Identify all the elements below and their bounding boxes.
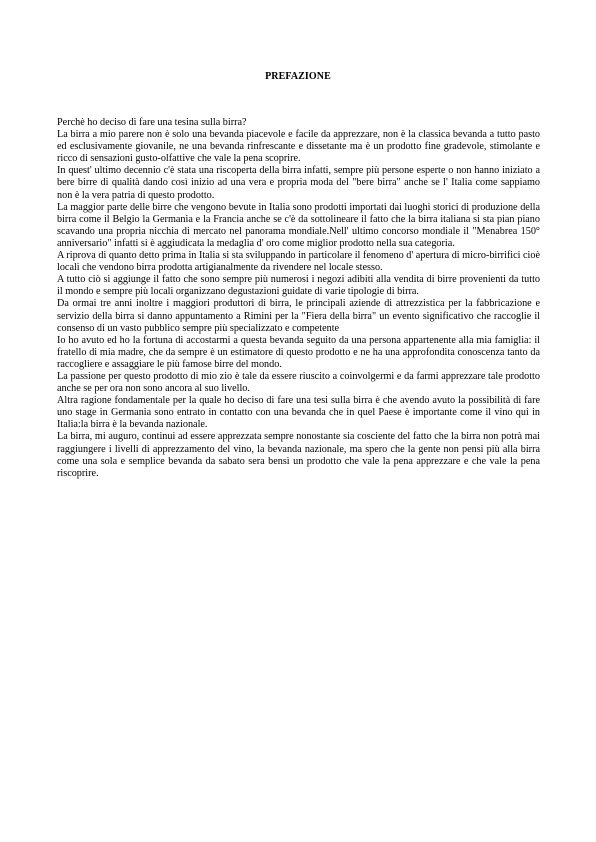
paragraph: La maggior parte delle birre che vengono bevute in Italia sono prodotti importati dai luoghi storici di produzione della birra come il Belgio la Germania e la Francia anche se c'è da sottolineare il fatto che la birra italiana si sta pian piano scavando una propria nicchia di mercato nel panorama mondiale.Nell' ultimo concorso mondiale il "Menabrea 150° anniversario" infatti si è aggiudicata la medaglia d' oro come miglior prodotto nella sua categoria.	[57, 201, 540, 249]
paragraph: A riprova di quanto detto prima in Italia si sta sviluppando in particolare il fenomeno d' apertura di micro-birrifici cioè locali che vendono birra prodotta artigianalmente da rivendere nel locale stesso.	[57, 250, 540, 274]
paragraph: A tutto ciò si aggiunge il fatto che sono sempre più numerosi i negozi adibiti alla vendita di birre provenienti da tutto il mondo e sempre più locali organizzano degustazioni guidate di varie tipologie di birra.	[57, 274, 540, 298]
document-body	[57, 117, 540, 480]
paragraph-question: Perchè ho deciso di fare una tesina sulla birra?	[57, 117, 247, 128]
paragraph: La birra, mi auguro, continui ad essere apprezzata sempre nonostante sia cosciente del fatto che la birra non potrà mai raggiungere i livelli di apprezzamento del vino, la bevanda nazionale, ma spero che la gente non pensi più alla birra come una sola e semplice bevanda da sabato sera bensì un prodotto che vale la pena apprezzare e che vale la pena riscoprire.	[57, 431, 540, 479]
paragraph: Io ho avuto ed ho la fortuna di accostarmi a questa bevanda seguito da una persona appartenente alla mia famiglia: il fratello di mia madre, che da sempre è un estimatore di questo prodotto e ne ha una approfondita conoscenza tanto da raccogliere e assaggiare le più famose birre del mondo.	[57, 334, 540, 370]
paragraph: In quest' ultimo decennio c'è stata una riscoperta della birra infatti, sempre più persone esperte o non hanno iniziato a bere birre di qualità dando così inizio ad una vera e propria moda del "bere birra" anche se l' Italia come sappiamo non è la vera patria di questo prodotto.	[57, 165, 540, 201]
paragraph: Da ormai tre anni inoltre i maggiori produttori di birra, le principali aziende di attrezzistica per la fabbricazione e servizio della birra si danno appuntamento a Rimini per la "Fiera della birra" un evento significativo che raccoglie il consenso di un vasto pubblico sempre più specializzato e competente	[57, 298, 540, 334]
paragraph: Altra ragione fondamentale per la quale ho deciso di fare una tesi sulla birra è che avendo avuto la possibilità di fare uno stage in Germania sono entrato in contatto con una bevanda che in quel Paese è importante come il vino qui in Italia:la birra è la bevanda nazionale.	[57, 395, 540, 431]
paragraph: La passione per questo prodotto di mio zio è tale da essere riuscito a coinvolgermi e da farmi apprezzare tale prodotto anche se per ora non sono ancora al suo livello.	[57, 370, 540, 395]
page-title: PREFAZIONE	[265, 71, 331, 82]
paragraph: La birra a mio parere non è solo una bevanda piacevole e facile da apprezzare, non è la classica bevanda a tutto pasto ed esclusivamente giovanile, ne una bevanda rinfrescante e dissetante ma è un prodotto fine gradevole, stimolante e ricco di sensazioni gusto-olfattive che vale la pena scoprire.	[57, 129, 540, 165]
